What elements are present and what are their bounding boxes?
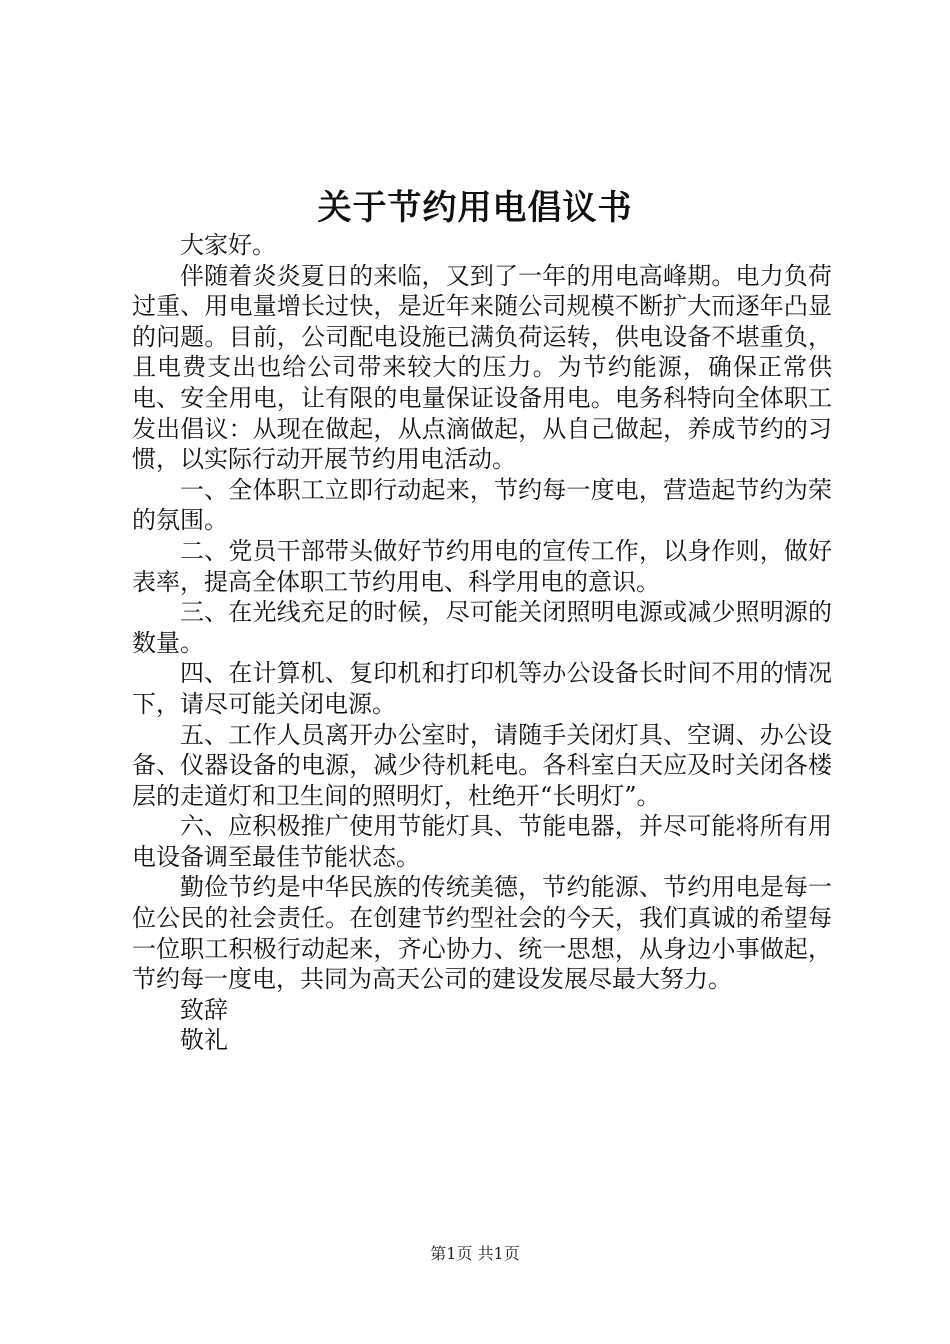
paragraph-item-3: 三、在光线充足的时候，尽可能关闭照明电源或减少照明源的数量。 xyxy=(132,598,832,657)
paragraph-item-4: 四、在计算机、复印机和打印机等办公设备长时间不用的情况下，请尽可能关闭电源。 xyxy=(132,659,832,718)
document-body xyxy=(132,230,832,1056)
paragraph-intro: 伴随着炎炎夏日的来临，又到了一年的用电高峰期。电力负荷过重、用电量增长过快，是近年来随公司规模不断扩大而逐年凸显的问题。目前，公司配电设施已满负荷运转，供电设备不堪重负，且电费支出也给公司带来较大的压力。为节约能源，确保正常供电、安全用电，让有限的电量保证设备用电。电务科特向全体职工发出倡议：从现在做起，从点滴做起，从自己做起，养成节约的习惯，以实际行动开展节约用电活动。 xyxy=(132,261,832,474)
closing-line-1: 致辞 xyxy=(180,995,228,1024)
paragraph-item-2: 二、党员干部带头做好节约用电的宣传工作，以身作则，做好表率，提高全体职工节约用电、科学用电的意识。 xyxy=(132,536,832,596)
page-footer: 第1页 共1页 xyxy=(430,1244,520,1263)
paragraph-greeting: 大家好。 xyxy=(180,231,276,259)
paragraph-item-6: 六、应积极推广使用节能灯具、节能电器，并尽可能将所有用电设备调至最佳节能状态。 xyxy=(132,812,832,871)
document-title: 关于节约用电倡议书 xyxy=(317,188,633,228)
paragraph-item-5: 五、工作人员离开办公室时，请随手关闭灯具、空调、办公设备、仪器设备的电源，减少待机耗电。各科室白天应及时关闭各楼层的走道灯和卫生间的照明灯，杜绝开“长明灯”。 xyxy=(132,720,832,810)
paragraph-conclusion: 勤俭节约是中华民族的传统美德，节约能源、节约用电是每一位公民的社会责任。在创建节约型社会的今天，我们真诚的希望每一位职工积极行动起来，齐心协力、统一思想，从身边小事做起，节约每一度电，共同为高天公司的建设发展尽最大努力。 xyxy=(132,873,832,994)
closing-line-2: 敬礼 xyxy=(180,1026,228,1055)
paragraph-item-1: 一、全体职工立即行动起来，节约每一度电，营造起节约为荣的氛围。 xyxy=(132,475,832,535)
